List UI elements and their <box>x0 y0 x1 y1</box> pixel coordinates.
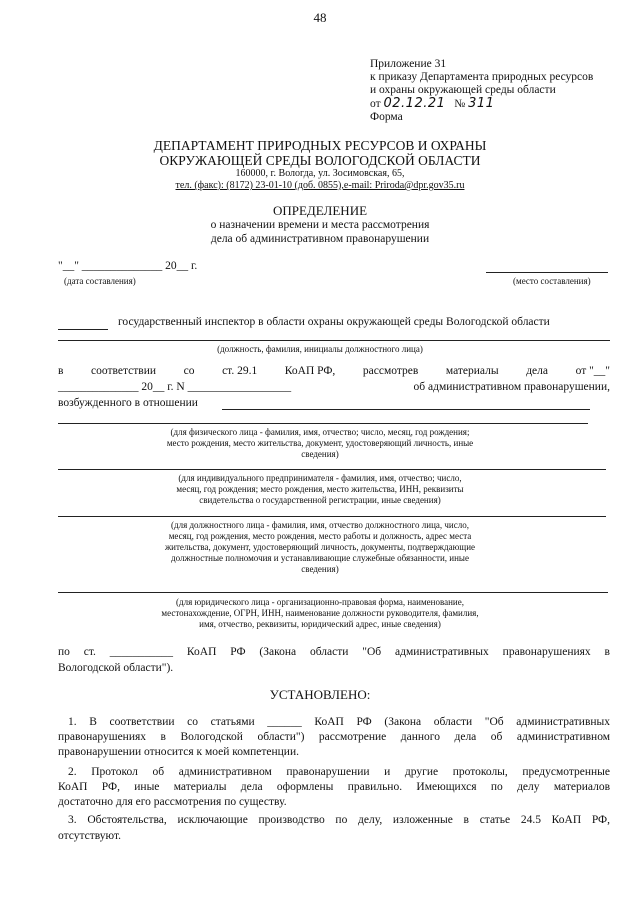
para1-line3: возбужденного в отношении <box>58 397 198 409</box>
place-caption: (место составления) <box>513 276 591 286</box>
date-field: "__" ______________ 20__ г. <box>58 260 198 272</box>
word: материалы <box>445 365 499 377</box>
appendix-dept-line: и охраны окружающей среды области <box>370 84 556 96</box>
physical-line <box>58 423 588 424</box>
handwritten-date: 02.12.21 <box>383 96 446 111</box>
date-caption: (дата составления) <box>64 276 136 286</box>
caption-line: должностные полномочия и устанавливающие служебные обязанности, иные <box>171 553 469 563</box>
legal-line <box>58 592 608 593</box>
title-sub2: дела об административном правонарушении <box>210 233 430 245</box>
word: от "__" <box>575 365 610 377</box>
word: рассмотрев <box>362 365 419 377</box>
page-number: 48 <box>313 10 327 25</box>
word: ст. 29.1 <box>222 365 258 377</box>
caption-entrepreneur <box>0 473 640 506</box>
article-ref-line2: Вологодской области"). <box>58 662 174 674</box>
appendix-title: Приложение 31 <box>370 58 447 70</box>
appendix-date-line <box>370 97 593 111</box>
appendix-block <box>370 58 593 124</box>
official-line <box>58 516 606 517</box>
caption-official <box>0 520 640 575</box>
word: соответствии <box>91 365 157 377</box>
item2-line2: КоАП РФ, иные материалы дела оформлены правильно. Имеющихся по делу материалов <box>58 781 610 793</box>
from-label: от <box>370 98 381 110</box>
inspector-name-line <box>58 340 610 341</box>
item3-line2: отсутствуют. <box>58 830 122 842</box>
handwritten-number: 311 <box>468 96 495 111</box>
org-phone-email: тел. (факс): (8172) 23-01-10 (доб. 0855),e-mail: Priroda@dpr.gov35.ru <box>175 180 465 191</box>
caption-line: жительства, документ, удостоверяющий личность, документы, подтверждающие <box>164 542 476 552</box>
caption-legal <box>0 597 640 630</box>
caption-physical <box>0 427 640 460</box>
article-ref-line1: по ст. ___________ КоАП РФ (Закона области "Об административных правонарушениях в <box>58 646 610 658</box>
word: со <box>183 365 195 377</box>
org-contacts <box>0 168 640 192</box>
word: КоАП РФ, <box>284 365 336 377</box>
offense-text: об административном правонарушении, <box>413 381 610 393</box>
caption-line: (для должностного лица - фамилия, имя, отчество должностного лица, число, <box>171 520 469 530</box>
caption-line: сведения) <box>301 564 339 574</box>
org-address: 160000, г. Вологда, ул. Зосимовская, 65, <box>235 168 405 179</box>
caption-line: (для индивидуального предпринимателя - фамилия, имя, отчество; число, <box>178 473 462 483</box>
established-heading: УСТАНОВЛЕНО: <box>269 687 371 702</box>
item1-line2: правонарушениях в Вологодской области") рассмотрение данного дела об административном <box>58 731 610 743</box>
number-label: № <box>454 98 466 110</box>
caption-line: месяц, год рождения; место рождения, место жительства, ИНН, реквизиты <box>176 484 464 494</box>
item3-line1: 3. Обстоятельства, исключающие производство по делу, изложенные в статье 24.5 КоАП РФ, <box>68 814 610 826</box>
item2-line3: достаточно для его рассмотрения по существу. <box>58 796 287 808</box>
caption-line: свидетельства о государственной регистрации, иные сведения) <box>199 495 441 505</box>
caption-line: сведения) <box>301 449 339 459</box>
caption-line: месяц, год рождения, место рождения, место работы и должность, адрес места <box>168 531 472 541</box>
item2-line1: 2. Протокол об административном правонарушении и другие протоколы, предусмотренные <box>68 766 610 778</box>
caption-line: местонахождение, ОГРН, ИНН, наименование должности руководителя, фамилия, <box>161 608 479 618</box>
para1-line2 <box>58 381 610 393</box>
title-main: ОПРЕДЕЛЕНИЕ <box>272 203 368 218</box>
inspector-text: государственный инспектор в области охраны окружающей среды Вологодской области <box>118 316 550 328</box>
date-number-blanks: ______________ 20__ г. N __________________ <box>58 381 292 393</box>
title-sub1: о назначении времени и места рассмотрения <box>210 219 430 231</box>
org-name-line2: ОКРУЖАЮЩЕЙ СРЕДЫ ВОЛОГОДСКОЙ ОБЛАСТИ <box>159 153 481 168</box>
document-title <box>0 204 640 246</box>
caption-line: (для физического лица - фамилия, имя, отчество; число, месяц, год рождения; <box>170 427 470 437</box>
offender-line <box>222 409 590 410</box>
entrepreneur-line <box>58 469 606 470</box>
caption-line: имя, отчество, реквизиты, юридический адрес, иные сведения) <box>199 619 441 629</box>
form-label: Форма <box>370 111 403 123</box>
org-header <box>0 138 640 168</box>
caption-line: место рождения, место жительства, документ, удостоверяющий личность, иные <box>166 438 474 448</box>
caption-line: (для юридического лица - организационно-правовая форма, наименование, <box>176 597 464 607</box>
inspector-caption: (должность, фамилия, инициалы должностного лица) <box>217 344 423 354</box>
item1-line1: 1. В соответствии со статьями ______ КоАП РФ (Закона области "Об административных <box>68 716 610 728</box>
org-name-line1: ДЕПАРТАМЕНТ ПРИРОДНЫХ РЕСУРСОВ И ОХРАНЫ <box>153 138 487 153</box>
item1-line3: правонарушении относится к моей компетенции. <box>58 746 299 758</box>
appendix-order-line: к приказу Департамента природных ресурсов <box>370 71 594 83</box>
place-line <box>486 272 608 273</box>
word: в <box>58 365 64 377</box>
inspector-blank-line <box>58 329 108 330</box>
para1-line1 <box>58 365 610 377</box>
word: дела <box>526 365 548 377</box>
